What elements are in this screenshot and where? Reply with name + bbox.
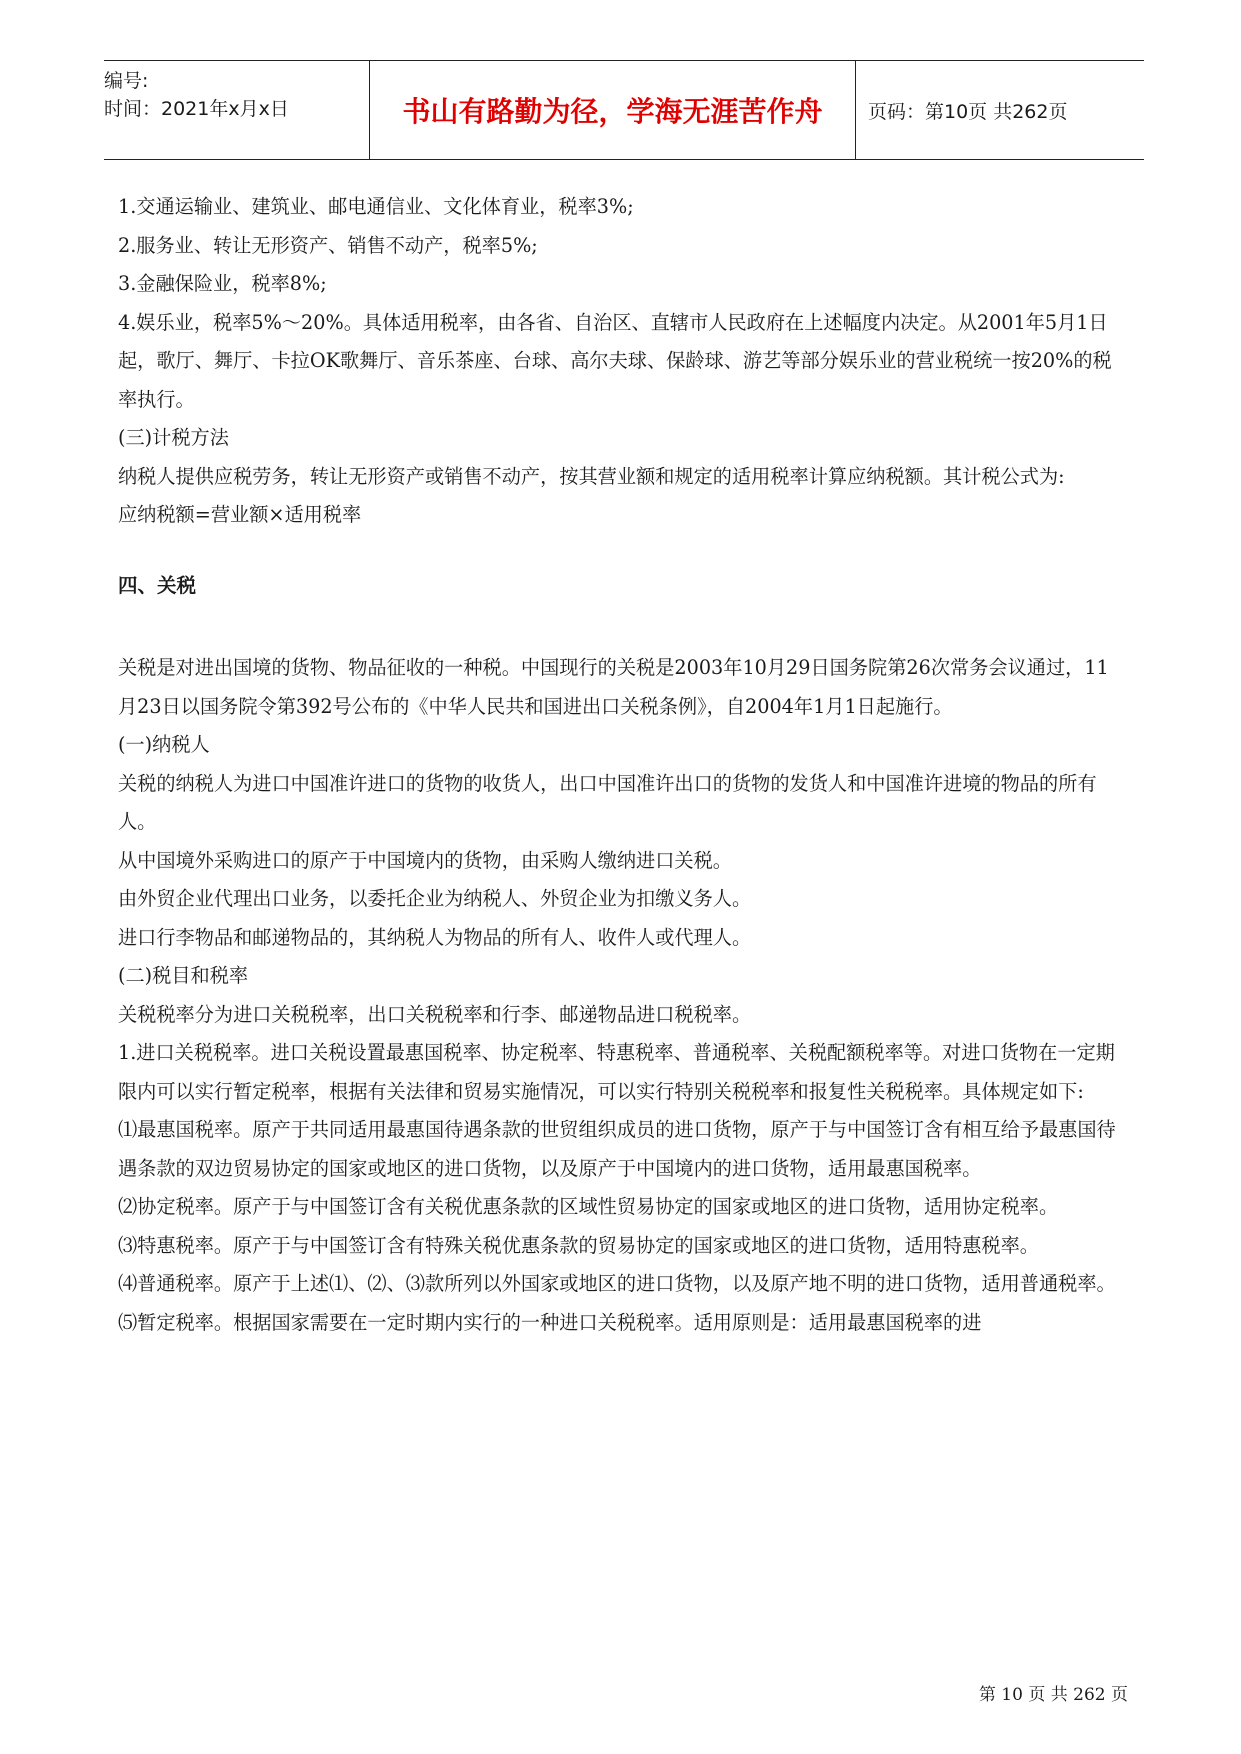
paragraph: 3.金融保险业，税率8%; [118,272,327,295]
paragraph: 从中国境外采购进口的原产于中国境内的货物，由采购人缴纳进口关税。 [118,848,732,872]
document-number-label: 编号: [104,70,149,92]
document-time-label: 时间：2021年x月x日 [104,98,289,120]
section-title: 四、关税 [118,573,197,597]
header-page-info: 页码：第10页 共262页 [868,100,1068,123]
subheading: (三)计税方法 [118,426,229,449]
header-meta [104,61,370,159]
document-body [118,188,1126,1342]
paragraph: ⑶特惠税率。原产于与中国签订含有特殊关税优惠条款的贸易协定的国家或地区的进口货物，适用特惠税率。 [118,1233,1039,1257]
header-motto: 书山有路勤为径，学海无涯苦作舟 [370,61,856,159]
paragraph: ⑴最惠国税率。原产于共同适用最惠国待遇条款的世贸组织成员的进口货物，原产于与中国签订含有相互给予最惠国待遇条款的双边贸易协定的国家或地区的进口货物，以及原产于中国境内的进口货物，适用最惠国税率。 [118,1118,1116,1180]
paragraph: ⑷普通税率。原产于上述⑴、⑵、⑶款所列以外国家或地区的进口货物，以及原产地不明的进口货物，适用普通税率。 [118,1272,1116,1295]
formula: 应纳税额=营业额×适用税率 [118,503,362,526]
paragraph: 关税是对进出国境的货物、物品征收的一种税。中国现行的关税是2003年10月29日国务院第26次常务会议通过，11月23日以国务院令第392号公布的《中华人民共和国进出口关税条例》，自2004年1月1日起施行。 [118,656,1109,718]
paragraph: 1.进口关税税率。进口关税设置最惠国税率、协定税率、特惠税率、普通税率、关税配额税率等。对进口货物在一定期限内可以实行暂定税率，根据有关法律和贸易实施情况，可以实行特别关税税率和报复性关税税率。具体规定如下: [118,1041,1115,1103]
paragraph: ⑵协定税率。原产于与中国签订含有关税优惠条款的区域性贸易协定的国家或地区的进口货物，适用协定税率。 [118,1195,1059,1218]
subheading: (一)纳税人 [118,733,210,756]
paragraph: ⑸暂定税率。根据国家需要在一定时期内实行的一种进口关税税率。适用原则是：适用最惠国税率的进 [118,1310,982,1334]
paragraph: 由外贸企业代理出口业务，以委托企业为纳税人、外贸企业为扣缴义务人。 [118,887,752,910]
paragraph: 进口行李物品和邮递物品的，其纳税人为物品的所有人、收件人或代理人。 [118,925,752,949]
page-header [104,60,1144,160]
page-footer: 第 10 页 共 262 页 [978,1685,1128,1705]
paragraph: 纳税人提供应税劳务，转让无形资产或销售不动产，按其营业额和规定的适用税率计算应纳税额。其计税公式为: [118,464,1065,488]
paragraph: 1.交通运输业、建筑业、邮电通信业、文化体育业，税率3%; [118,195,634,218]
subheading: (二)税目和税率 [118,964,249,987]
paragraph: 关税的纳税人为进口中国准许进口的货物的收货人，出口中国准许出口的货物的发货人和中国准许进境的物品的所有人。 [118,771,1097,833]
paragraph: 4.娱乐业，税率5%～20%。具体适用税率，由各省、自治区、直辖市人民政府在上述幅度内决定。从2001年5月1日起，歌厅、舞厅、卡拉OK歌舞厅、音乐茶座、台球、高尔夫球、保龄球、游艺等部分娱乐业的营业税统一按20%的税率执行。 [118,310,1112,411]
paragraph: 2.服务业、转让无形资产、销售不动产，税率5%; [118,233,538,257]
paragraph: 关税税率分为进口关税税率，出口关税税率和行李、邮递物品进口税税率。 [118,1002,752,1026]
